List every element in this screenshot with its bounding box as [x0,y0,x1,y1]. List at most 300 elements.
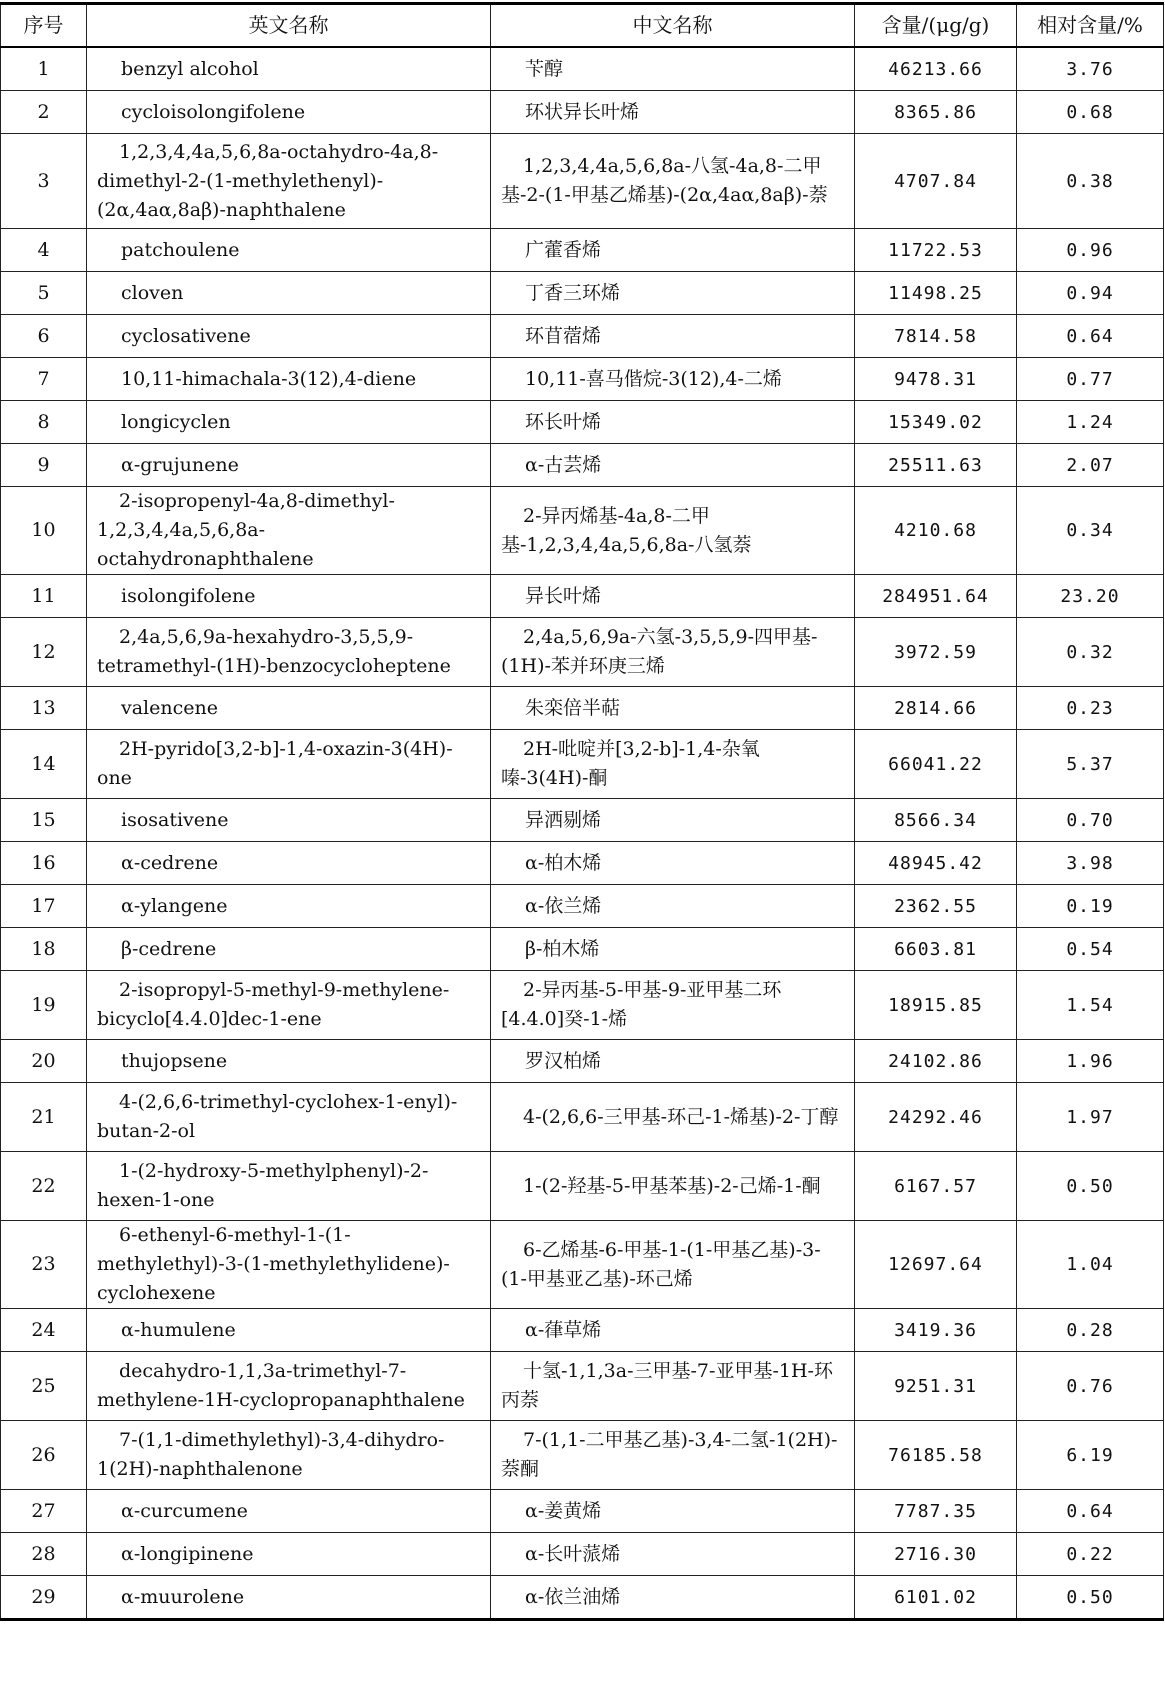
cell-relative-content-text: 3.76 [1066,58,1114,80]
cell-content-text: 18915.85 [888,994,983,1016]
cell-english-name [87,1040,491,1083]
cell-english-name [87,1490,491,1533]
cell-content-text: 2362.55 [894,895,977,917]
cell-chinese-name [491,358,855,401]
cell-english-name [87,1309,491,1352]
cell-english-name [87,799,491,842]
cell-index [1,1152,87,1221]
cell-chinese-name [491,575,855,618]
cell-chinese-name-text: 6-乙烯基-6-甲基-1-(1-甲基乙基)-3-(1-甲基亚乙基)-环己烯 [501,1238,821,1290]
cell-chinese-name-text: α-长叶蒎烯 [525,1542,621,1565]
cell-english-name [87,229,491,272]
cell-english-name [87,687,491,730]
cell-relative-content-text: 0.76 [1066,1375,1114,1397]
cell-index [1,928,87,971]
cell-chinese-name-text: 10,11-喜马偕烷-3(12),4-二烯 [525,367,782,390]
cell-content [855,134,1017,229]
cell-english-name [87,971,491,1040]
cell-relative-content [1017,91,1164,134]
cell-english-name-text: cycloisolongifolene [121,100,306,123]
cell-english-name [87,134,491,229]
table-row [1,1221,1164,1309]
cell-chinese-name-text: 丁香三环烯 [525,281,621,304]
cell-english-name-text: thujopsene [121,1049,228,1072]
cell-index [1,575,87,618]
cell-chinese-name [491,91,855,134]
cell-relative-content [1017,1221,1164,1309]
cell-relative-content-text: 0.54 [1066,938,1114,960]
cell-english-name [87,1152,491,1221]
cell-content [855,91,1017,134]
cell-index-text: 2 [37,100,50,123]
cell-content-text: 6603.81 [894,938,977,960]
cell-english-name-text: 10,11-himachala-3(12),4-diene [121,367,417,390]
cell-relative-content-text: 1.24 [1066,411,1114,433]
cell-index [1,618,87,687]
table-row [1,1576,1164,1620]
cell-content-text: 2814.66 [894,697,977,719]
cell-index [1,799,87,842]
table-row [1,1309,1164,1352]
cell-relative-content-text: 1.96 [1066,1050,1114,1072]
cell-content [855,799,1017,842]
cell-content-text: 66041.22 [888,753,983,775]
cell-content-text: 24102.86 [888,1050,983,1072]
cell-relative-content-text: 0.77 [1066,368,1114,390]
cell-content-text: 25511.63 [888,454,983,476]
cell-chinese-name [491,1221,855,1309]
cell-chinese-name [491,1533,855,1576]
table-row [1,575,1164,618]
cell-english-name-text: valencene [121,696,218,719]
cell-index-text: 7 [37,367,50,390]
cell-content-text: 4210.68 [894,520,977,541]
cell-chinese-name [491,444,855,487]
cell-content-text: 8566.34 [894,809,977,831]
cell-content-text: 6101.02 [894,1586,977,1608]
cell-index-text: 29 [31,1585,56,1608]
cell-relative-content [1017,315,1164,358]
cell-content [855,1309,1017,1352]
cell-index [1,1083,87,1152]
table-row [1,401,1164,444]
cell-relative-content [1017,730,1164,799]
cell-english-name-text: 4-(2,6,6-trimethyl-cyclohex-1-enyl)-butan-2-ol [97,1091,458,1142]
cell-index-text: 10 [31,519,56,541]
cell-english-name [87,1352,491,1421]
cell-english-name [87,928,491,971]
cell-content [855,1352,1017,1421]
cell-content-text: 284951.64 [882,585,989,607]
cell-english-name [87,1576,491,1620]
cell-relative-content-text: 3.98 [1066,852,1114,874]
cell-content [855,1040,1017,1083]
table-row [1,928,1164,971]
cell-relative-content-text: 0.64 [1066,325,1114,347]
cell-chinese-name-text: 4-(2,6,6-三甲基-环己-1-烯基)-2-丁醇 [523,1105,839,1128]
cell-chinese-name-text: 苄醇 [525,57,564,80]
cell-content-text: 8365.86 [894,101,977,123]
table-row [1,47,1164,91]
cell-english-name [87,1083,491,1152]
cell-relative-content-text: 1.54 [1066,994,1114,1016]
cell-content-text: 11722.53 [888,239,983,261]
table-row [1,1490,1164,1533]
cell-content-text: 9251.31 [894,1375,977,1397]
cell-chinese-name [491,1352,855,1421]
cell-content [855,885,1017,928]
cell-content [855,971,1017,1040]
cell-index-text: 3 [37,169,50,192]
cell-index [1,487,87,575]
cell-chinese-name [491,401,855,444]
cell-content [855,1490,1017,1533]
cell-english-name-text: β-cedrene [121,937,217,960]
cell-index [1,134,87,229]
table-row [1,1083,1164,1152]
cell-chinese-name [491,1040,855,1083]
cell-english-name-text: benzyl alcohol [121,57,259,80]
cell-content [855,1221,1017,1309]
compound-table [0,2,1164,1621]
table-row [1,134,1164,229]
cell-chinese-name-text: 2,4a,5,6,9a-六氢-3,5,5,9-四甲基-(1H)-苯并环庚三烯 [501,626,818,677]
cell-relative-content-text: 0.28 [1066,1319,1114,1341]
cell-relative-content-text: 0.50 [1066,1586,1114,1608]
cell-relative-content-text: 0.70 [1066,809,1114,831]
cell-content [855,842,1017,885]
table-row [1,885,1164,928]
cell-relative-content [1017,229,1164,272]
cell-chinese-name [491,928,855,971]
cell-chinese-name [491,47,855,91]
cell-relative-content-text: 0.34 [1066,520,1114,541]
cell-chinese-name [491,799,855,842]
cell-content [855,47,1017,91]
table-row [1,799,1164,842]
cell-english-name [87,401,491,444]
cell-content [855,928,1017,971]
cell-content-text: 7787.35 [894,1500,977,1522]
cell-relative-content-text: 0.23 [1066,697,1114,719]
cell-english-name [87,91,491,134]
table-row [1,1421,1164,1490]
cell-chinese-name-text: 异长叶烯 [525,584,602,607]
cell-english-name [87,315,491,358]
cell-english-name-text: α-cedrene [121,851,219,874]
cell-chinese-name-text: 罗汉柏烯 [525,1049,602,1072]
cell-english-name [87,444,491,487]
cell-chinese-name-text: 朱栾倍半萜 [525,696,621,719]
table-row [1,1040,1164,1083]
cell-index-text: 15 [31,808,56,831]
cell-index-text: 23 [31,1253,56,1275]
cell-index-text: 13 [31,696,56,719]
cell-chinese-name [491,1309,855,1352]
cell-chinese-name-text: 2-异丙烯基-4a,8-二甲基-1,2,3,4,4a,5,6,8a-八氢萘 [501,504,752,556]
cell-english-name [87,575,491,618]
cell-relative-content [1017,885,1164,928]
cell-index [1,1533,87,1576]
cell-english-name [87,618,491,687]
cell-relative-content-text: 0.96 [1066,239,1114,261]
cell-index [1,885,87,928]
cell-relative-content [1017,971,1164,1040]
cell-chinese-name [491,730,855,799]
cell-chinese-name-text: α-柏木烯 [525,851,602,874]
cell-relative-content-text: 0.68 [1066,101,1114,123]
table-row [1,272,1164,315]
cell-index [1,687,87,730]
cell-index-text: 28 [31,1542,56,1565]
cell-chinese-name [491,134,855,229]
cell-chinese-name [491,1152,855,1221]
cell-english-name-text: α-humulene [121,1318,236,1341]
cell-relative-content [1017,487,1164,575]
cell-relative-content [1017,401,1164,444]
cell-content [855,272,1017,315]
cell-content-text: 46213.66 [888,58,983,80]
cell-index [1,358,87,401]
cell-english-name-text: isolongifolene [121,584,256,607]
cell-chinese-name-text: 1,2,3,4,4a,5,6,8a-八氢-4a,8-二甲基-2-(1-甲基乙烯基)-(2α,4aα,8aβ)-萘 [501,155,828,206]
table-row [1,1352,1164,1421]
cell-index-text: 16 [31,851,56,874]
cell-chinese-name [491,229,855,272]
header-chinese-name: 中文名称 [491,4,855,48]
cell-relative-content [1017,1490,1164,1533]
cell-relative-content [1017,1152,1164,1221]
cell-relative-content [1017,134,1164,229]
cell-index-text: 27 [31,1499,56,1522]
cell-content [855,618,1017,687]
cell-index [1,91,87,134]
cell-content [855,575,1017,618]
cell-content [855,358,1017,401]
cell-relative-content [1017,1040,1164,1083]
table-row [1,487,1164,575]
cell-chinese-name-text: α-古芸烯 [525,453,602,476]
header-index: 序号 [1,4,87,48]
table-row [1,618,1164,687]
cell-relative-content [1017,687,1164,730]
cell-index-text: 19 [31,993,56,1016]
cell-content-text: 4707.84 [894,170,977,192]
cell-index-text: 17 [31,894,56,917]
cell-relative-content-text: 0.19 [1066,895,1114,917]
cell-relative-content [1017,1421,1164,1490]
cell-chinese-name [491,1490,855,1533]
cell-relative-content-text: 0.50 [1066,1175,1114,1197]
cell-content-text: 7814.58 [894,325,977,347]
cell-index [1,272,87,315]
cell-index [1,842,87,885]
cell-relative-content-text: 23.20 [1060,585,1120,607]
cell-index [1,444,87,487]
cell-content-text: 3972.59 [894,641,977,663]
cell-english-name-text: cloven [121,281,184,304]
cell-index [1,1040,87,1083]
cell-index [1,315,87,358]
cell-index-text: 20 [31,1049,56,1072]
cell-chinese-name-text: 环状异长叶烯 [525,100,640,123]
cell-relative-content [1017,1533,1164,1576]
cell-index-text: 22 [31,1174,56,1197]
table-row [1,971,1164,1040]
cell-content-text: 48945.42 [888,852,983,874]
cell-english-name-text: 2-isopropyl-5-methyl-9-methylene-bicyclo[4.4.0]dec-1-ene [97,979,450,1030]
cell-relative-content [1017,575,1164,618]
cell-index [1,1576,87,1620]
table-row [1,444,1164,487]
cell-content [855,401,1017,444]
cell-english-name [87,47,491,91]
cell-chinese-name-text: 7-(1,1-二甲基乙基)-3,4-二氢-1(2H)-萘酮 [501,1429,838,1480]
cell-content [855,1576,1017,1620]
cell-relative-content [1017,1083,1164,1152]
cell-index-text: 24 [31,1318,56,1341]
cell-chinese-name-text: β-柏木烯 [525,937,600,960]
cell-content-text: 24292.46 [888,1106,983,1128]
cell-relative-content [1017,272,1164,315]
cell-english-name [87,1533,491,1576]
cell-english-name-text: α-longipinene [121,1542,254,1565]
cell-relative-content [1017,1576,1164,1620]
cell-index-text: 11 [31,584,56,607]
cell-chinese-name [491,1576,855,1620]
cell-english-name-text: α-grujunene [121,453,239,476]
cell-index [1,47,87,91]
cell-index-text: 26 [31,1443,56,1466]
cell-relative-content [1017,799,1164,842]
cell-index-text: 5 [37,281,50,304]
cell-english-name-text: 6-ethenyl-6-methyl-1-(1-methylethyl)-3-(1-methylethylidene)-cyclohexene [97,1224,450,1304]
cell-chinese-name-text: 广藿香烯 [525,238,602,261]
cell-relative-content-text: 0.22 [1066,1543,1114,1565]
table-header [1,4,1164,48]
cell-chinese-name [491,1083,855,1152]
cell-chinese-name-text: 异洒剔烯 [525,808,602,831]
cell-english-name-text: 2-isopropenyl-4a,8-dimethyl-1,2,3,4,4a,5,6,8a-octahydronaphthalene [97,490,395,570]
cell-relative-content [1017,928,1164,971]
cell-english-name-text: 1,2,3,4,4a,5,6,8a-octahydro-4a,8-dimethyl-2-(1-methylethenyl)-(2α,4aα,8aβ)-naphthalene [97,140,439,221]
cell-english-name-text: cyclosativene [121,324,251,347]
cell-english-name-text: α-muurolene [121,1585,245,1608]
cell-index-text: 18 [31,937,56,960]
cell-english-name-text: 2H-pyrido[3,2-b]-1,4-oxazin-3(4H)-one [97,738,453,789]
cell-index-text: 9 [37,453,50,476]
cell-index-text: 25 [31,1374,56,1397]
table-row [1,91,1164,134]
cell-english-name-text: 1-(2-hydroxy-5-methylphenyl)-2-hexen-1-one [97,1160,429,1211]
cell-index [1,1221,87,1309]
cell-content [855,229,1017,272]
cell-content [855,1533,1017,1576]
table-body [1,47,1164,1620]
cell-chinese-name-text: α-依兰油烯 [525,1585,621,1608]
table-row [1,358,1164,401]
cell-relative-content-text: 1.04 [1066,1254,1114,1275]
cell-index [1,971,87,1040]
table-row [1,315,1164,358]
cell-chinese-name-text: 2H-吡啶并[3,2-b]-1,4-杂氧嗪-3(4H)-酮 [501,738,760,789]
table-row [1,1533,1164,1576]
cell-relative-content [1017,358,1164,401]
cell-english-name-text: isosativene [121,808,229,831]
cell-content-text: 15349.02 [888,411,983,433]
cell-chinese-name-text: 环苜蓿烯 [525,324,602,347]
cell-relative-content-text: 2.07 [1066,454,1114,476]
cell-english-name-text: decahydro-1,1,3a-trimethyl-7-methylene-1H-cyclopropanaphthalene [97,1360,465,1411]
header-content: 含量/(μg/g) [855,4,1017,48]
cell-content-text: 6167.57 [894,1175,977,1197]
cell-chinese-name [491,315,855,358]
cell-english-name-text: longicyclen [121,410,231,433]
cell-relative-content [1017,47,1164,91]
cell-index [1,730,87,799]
cell-english-name-text: α-curcumene [121,1499,248,1522]
cell-content [855,730,1017,799]
cell-chinese-name-text: α-姜黄烯 [525,1499,602,1522]
cell-chinese-name [491,1421,855,1490]
cell-index [1,1309,87,1352]
cell-english-name [87,1221,491,1309]
cell-relative-content [1017,1352,1164,1421]
cell-content-text: 12697.64 [888,1254,983,1275]
cell-content [855,1421,1017,1490]
cell-chinese-name-text: 2-异丙基-5-甲基-9-亚甲基二环[4.4.0]癸-1-烯 [501,979,782,1030]
cell-english-name-text: α-ylangene [121,894,228,917]
cell-english-name [87,885,491,928]
cell-index-text: 21 [31,1105,56,1128]
cell-chinese-name-text: 十氢-1,1,3a-三甲基-7-亚甲基-1H-环丙萘 [501,1360,833,1411]
cell-english-name-text: 2,4a,5,6,9a-hexahydro-3,5,5,9-tetramethyl-(1H)-benzocycloheptene [97,626,451,677]
cell-index-text: 1 [37,57,50,80]
table-row [1,730,1164,799]
header-row [1,4,1164,48]
cell-english-name-text: 7-(1,1-dimethylethyl)-3,4-dihydro-1(2H)-naphthalenone [97,1429,445,1480]
table-row [1,842,1164,885]
cell-content-text: 2716.30 [894,1543,977,1565]
cell-english-name [87,272,491,315]
cell-relative-content-text: 0.94 [1066,282,1114,304]
cell-index-text: 6 [37,324,50,347]
table-row [1,229,1164,272]
cell-index [1,1490,87,1533]
table-row [1,1152,1164,1221]
cell-content [855,1152,1017,1221]
cell-index-text: 8 [37,410,50,433]
cell-english-name [87,1421,491,1490]
cell-relative-content-text: 6.19 [1066,1444,1114,1466]
cell-chinese-name [491,487,855,575]
cell-index [1,229,87,272]
cell-content [855,687,1017,730]
cell-chinese-name-text: 环长叶烯 [525,410,602,433]
cell-english-name [87,487,491,575]
cell-chinese-name [491,618,855,687]
cell-content [855,1083,1017,1152]
cell-relative-content-text: 1.97 [1066,1106,1114,1128]
cell-index-text: 12 [31,640,56,663]
cell-english-name-text: patchoulene [121,238,240,261]
cell-content [855,315,1017,358]
cell-relative-content [1017,842,1164,885]
cell-relative-content-text: 0.64 [1066,1500,1114,1522]
cell-index [1,1421,87,1490]
cell-index-text: 4 [37,238,50,261]
cell-chinese-name-text: α-依兰烯 [525,894,602,917]
